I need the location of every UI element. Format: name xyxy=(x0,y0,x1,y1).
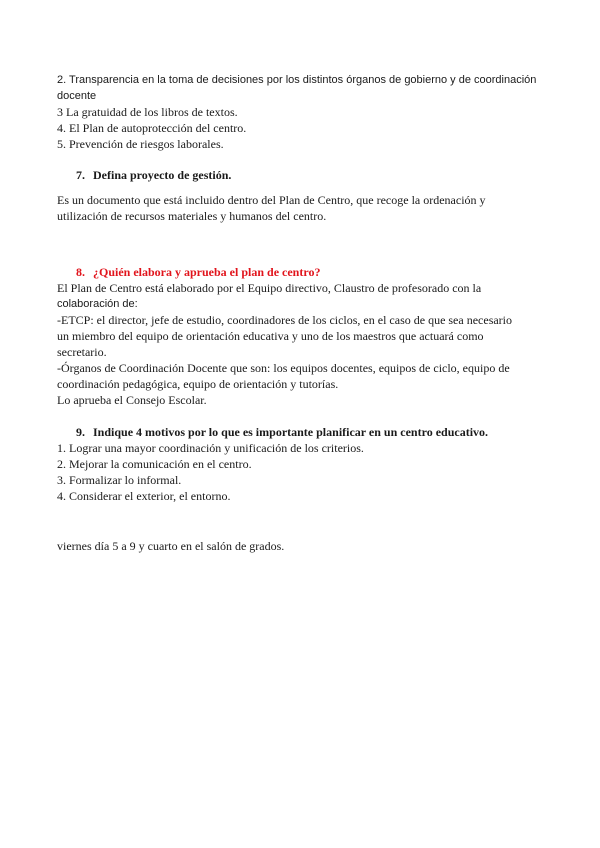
answer-line: utilización de recursos materiales y humanos del centro. xyxy=(57,209,327,223)
note-line: viernes día 5 a 9 y cuarto en el salón de grados. xyxy=(57,539,285,553)
answer-line: 2. Mejorar la comunicación en el centro. xyxy=(57,457,252,471)
answer-line: secretario. xyxy=(57,345,107,359)
answer-line: Es un documento que está incluido dentro del Plan de Centro, que recoge la ordenación y xyxy=(57,193,486,207)
answer-line: Lo aprueba el Consejo Escolar. xyxy=(57,393,207,407)
question-text: ¿Quién elabora y aprueba el plan de centro? xyxy=(93,265,321,279)
question-text: Defina proyecto de gestión. xyxy=(93,168,232,182)
question-8-heading xyxy=(76,264,320,280)
intro-line: 4. El Plan de autoprotección del centro. xyxy=(57,121,247,135)
question-number: 8. xyxy=(76,265,85,279)
intro-line: docente xyxy=(57,90,97,102)
answer-line: un miembro del equipo de orientación educativa y uno de los maestros que actuará como xyxy=(57,329,484,343)
intro-line: 5. Prevención de riesgos laborales. xyxy=(57,137,224,151)
intro-line: 2. Transparencia en la toma de decisiones por los distintos órganos de gobierno y de coordinación xyxy=(57,74,537,86)
question-number: 9. xyxy=(76,425,85,439)
answer-line: El Plan de Centro está elaborado por el Equipo directivo, Claustro de profesorado con la xyxy=(57,281,482,295)
answer-line: 3. Formalizar lo informal. xyxy=(57,473,182,487)
answer-line: 4. Considerar el exterior, el entorno. xyxy=(57,489,231,503)
intro-line: 3 La gratuidad de los libros de textos. xyxy=(57,105,238,119)
answer-line: colaboración de: xyxy=(57,298,138,310)
question-text: Indique 4 motivos por lo que es importante planificar en un centro educativo. xyxy=(93,425,489,439)
answer-line: -Órganos de Coordinación Docente que son: los equipos docentes, equipos de ciclo, equipo de xyxy=(57,361,510,375)
question-number: 7. xyxy=(76,168,85,182)
question-9-heading xyxy=(76,424,488,440)
question-7-heading xyxy=(76,167,231,183)
answer-line: coordinación pedagógica, equipo de orientación y tutorías. xyxy=(57,377,339,391)
answer-line: 1. Lograr una mayor coordinación y unificación de los criterios. xyxy=(57,441,364,455)
answer-line: -ETCP: el director, jefe de estudio, coordinadores de los ciclos, en el caso de que sea necesario xyxy=(57,313,513,327)
